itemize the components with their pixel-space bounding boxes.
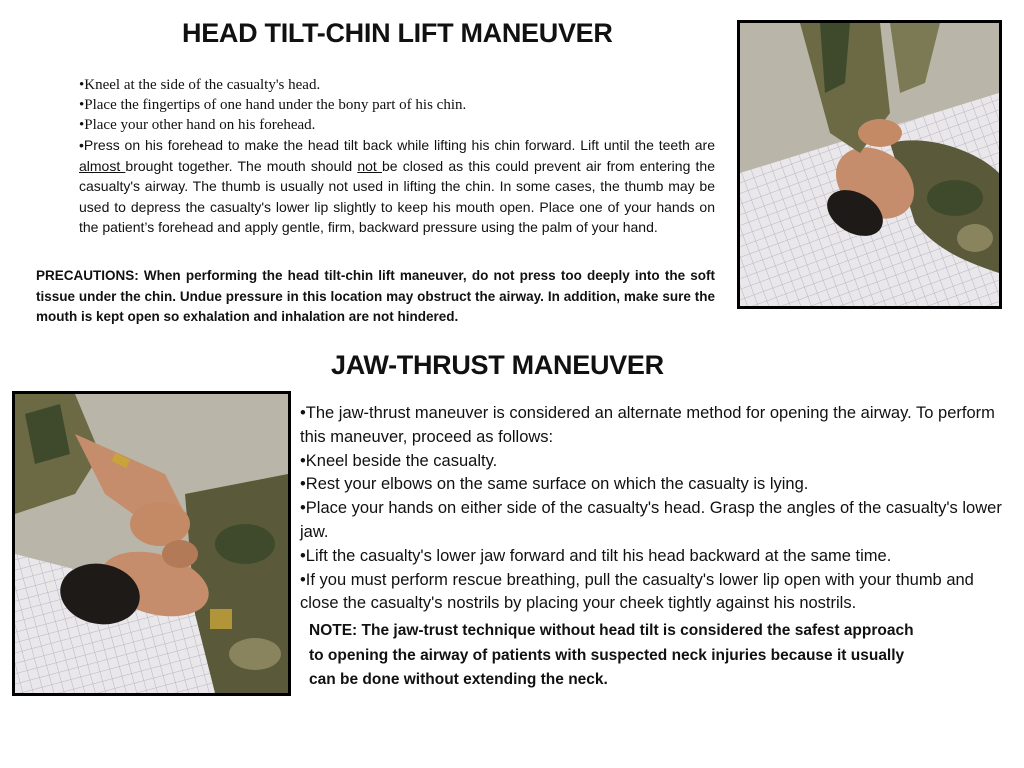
step4-text-2: brought together. The mouth should — [125, 157, 358, 174]
head-tilt-photo — [737, 20, 1002, 309]
head-tilt-photo-illustration — [740, 23, 999, 306]
jaw-thrust-instructions — [300, 402, 1016, 616]
jaw-thrust-line-1: •The jaw-thrust maneuver is considered an alternate method for opening the airway. To perform this maneuver, proceed as follows: — [300, 404, 995, 446]
step4-underline-almost: almost — [79, 157, 126, 174]
jaw-thrust-note — [309, 619, 999, 693]
jaw-thrust-line-6: •If you must perform rescue breathing, pull the casualty's lower lip open with your thumb and close the casualty's nostrils by placing your cheek tightly against his nostrils. — [300, 570, 974, 613]
step4-text-3: be closed as this could prevent air from entering the casualty's airway. The thumb is usually not used in lifting the chin. In some cases, the thumb may be used to depress the casualty's lower lip slightly to keep his mouth open. Place one of your hands on the patient’s forehead and apply gentle, firm, backward pressure using the palm of your hand. — [79, 157, 715, 235]
jaw-note-line-1: NOTE: The jaw-trust technique without head tilt is considered the safest approach — [309, 622, 914, 639]
head-tilt-bullet-3: •Place your other hand on his forehead. — [79, 117, 316, 133]
step4-underline-not: not — [357, 157, 382, 174]
jaw-thrust-photo-illustration — [15, 394, 288, 693]
precautions-text: PRECAUTIONS: When performing the head tilt-chin lift maneuver, do not press too deeply into the soft tissue under the chin. Undue pressure in this location may obstruct the airway. In addition, make sure the mouth is kept open so exhalation and inhalation are not hindered. — [36, 268, 715, 324]
jaw-thrust-title: JAW-THRUST MANEUVER — [331, 350, 664, 380]
jaw-note-line-2: to opening the airway of patients with suspected neck injuries because it usually — [309, 646, 905, 664]
head-tilt-title: HEAD TILT-CHIN LIFT MANEUVER — [182, 18, 613, 48]
head-tilt-bullet-2: •Place the fingertips of one hand under the bony part of his chin. — [79, 97, 467, 113]
jaw-thrust-line-3: •Rest your elbows on the same surface on which the casualty is lying. — [300, 475, 809, 494]
jaw-thrust-photo — [12, 391, 291, 696]
head-tilt-bullet-list — [79, 75, 715, 135]
step4-text-1: •Press on his forehead to make the head tilt back while lifting his chin forward. Lift until the teeth are — [79, 137, 715, 153]
head-tilt-bullet-1: •Kneel at the side of the casualty's head. — [79, 77, 321, 93]
precautions-paragraph — [36, 266, 715, 328]
jaw-thrust-line-5: •Lift the casualty's lower jaw forward and tilt his head backward at the same time. — [300, 546, 892, 565]
jaw-thrust-line-2: •Kneel beside the casualty. — [300, 451, 498, 470]
jaw-thrust-line-4: •Place your hands on either side of the casualty's head. Grasp the angles of the casualty's lower jaw. — [300, 499, 1002, 541]
head-tilt-step-4 — [79, 135, 715, 238]
jaw-note-line-3: can be done without extending the neck. — [309, 671, 608, 688]
